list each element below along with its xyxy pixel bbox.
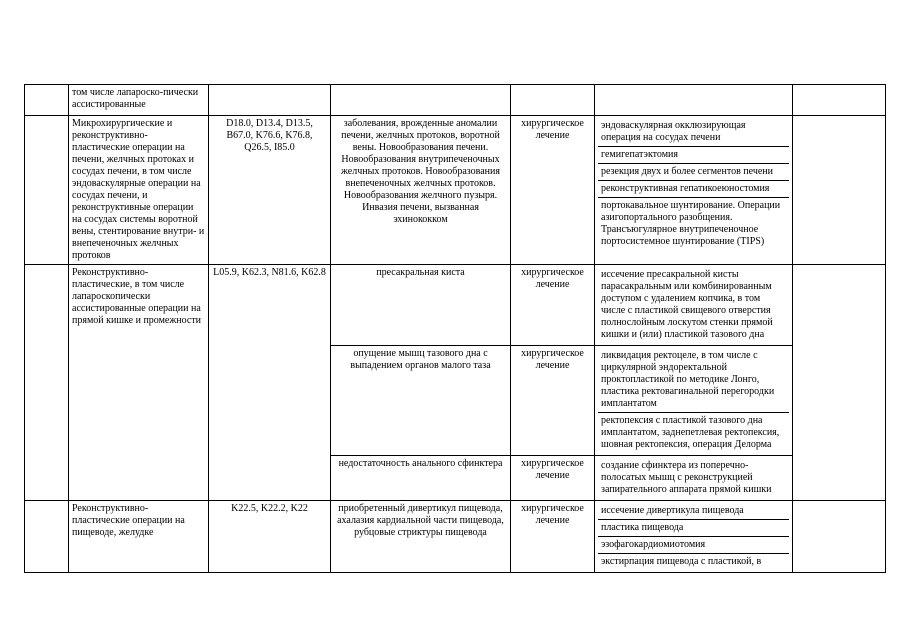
procedure-name-cell: Реконструктивно-пластические операции на пищеводе, желудке	[69, 501, 209, 573]
treatment-methods-cell	[595, 116, 793, 265]
diagnosis-cell: опущение мышц тазового дна с выпадением органов малого таза	[331, 346, 511, 456]
treatment-type-cell: хирургическое лечение	[511, 456, 595, 501]
treatment-methods-cell	[595, 456, 793, 501]
treatment-method-item: иссечение пресакральной кисты парасакральным или комбинированным доступом с удалением копчика, в том числе с пластикой свищевого отверстия полнослойным лоскутом стенки прямой кишки и (или) пластикой тазового дна	[601, 269, 773, 340]
table-body	[25, 85, 886, 573]
extra-cell	[793, 265, 886, 501]
treatment-methods-cell	[595, 346, 793, 456]
treatment-type-cell: хирургическое лечение	[511, 501, 595, 573]
treatment-method-item: создание сфинктера из поперечно-полосатых мышц с реконструкцией запирательного аппарата прямой кишки	[601, 460, 772, 495]
treatment-type-cell	[511, 85, 595, 116]
treatment-method-item: эндоваскулярная окклюзирующая операция на сосудах печени	[598, 118, 789, 147]
icd-codes-cell	[209, 85, 331, 116]
procedure-name-cell: Микрохирургические и реконструктивно-пластические операции на печени, желчных протоках и сосудах печени, в том числе эндоваскулярные операции на сосудах печени, и реконструктивные операции на сосудах системы воротной вены, стентирование внутри- и внепеченочных желчных протоков	[69, 116, 209, 265]
treatment-method-item: ликвидация ректоцеле, в том числе с циркулярной эндоректальной проктопластикой по методике Лонго, пластика ректовагинальной перегородки имплантатом	[598, 348, 789, 413]
extra-cell	[793, 85, 886, 116]
diagnosis-cell: пресакральная киста	[331, 265, 511, 346]
treatment-type-cell: хирургическое лечение	[511, 116, 595, 265]
procedure-name-cell: Реконструктивно-пластические, в том числе лапароскопически ассистированные операции на прямой кишке и промежности	[69, 265, 209, 501]
table-row	[25, 501, 886, 573]
extra-cell	[793, 501, 886, 573]
treatment-type-cell: хирургическое лечение	[511, 346, 595, 456]
treatment-method-item: эзофагокардиомиотомия	[598, 537, 789, 554]
treatment-methods-cell	[595, 501, 793, 573]
row-number-cell	[25, 85, 69, 116]
treatment-methods-cell	[595, 265, 793, 346]
diagnosis-cell: недостаточность анального сфинктера	[331, 456, 511, 501]
treatment-type-cell: хирургическое лечение	[511, 265, 595, 346]
treatment-method-item: экстирпация пищевода с пластикой, в	[601, 556, 762, 567]
icd-codes-cell: L05.9, K62.3, N81.6, K62.8	[209, 265, 331, 501]
treatment-method-item: пластика пищевода	[598, 520, 789, 537]
treatment-methods-cell	[595, 85, 793, 116]
table-row	[25, 265, 886, 346]
icd-codes-cell: D18.0, D13.4, D13.5, B67.0, K76.6, K76.8, Q26.5, I85.0	[209, 116, 331, 265]
document-table	[24, 84, 886, 573]
diagnosis-cell: заболевания, врожденные аномалии печени, желчных протоков, воротной вены. Новообразования печени. Новообразования внутрипеченочных желчных протоков. Новообразования внепеченочных желчных протоков. Новообразования желчного пузыря. Инвазия печени, вызванная эхинококком	[331, 116, 511, 265]
icd-codes-cell: K22.5, K22.2, K22	[209, 501, 331, 573]
row-number-cell	[25, 116, 69, 265]
procedure-name-cell: том числе лапароско-пически ассистированные	[69, 85, 209, 116]
extra-cell	[793, 116, 886, 265]
diagnosis-cell: приобретенный дивертикул пищевода, ахалазия кардиальной части пищевода, рубцовые стриктуры пищевода	[331, 501, 511, 573]
treatment-method-item: иссечение дивертикула пищевода	[598, 503, 789, 520]
treatment-method-item: портокавальное шунтирование. Операции азигопортального разобщения. Трансъюгулярное внутрипеченочное портосистемное шунтирование (TIPS)	[601, 200, 781, 247]
row-number-cell	[25, 265, 69, 501]
table-row	[25, 116, 886, 265]
treatment-method-item: ректопексия с пластикой тазового дна имплантатом, заднепетлевая ректопексия, шовная ректопексия, операция Делорма	[601, 415, 780, 450]
treatment-method-item: реконструктивная гепатикоеюностомия	[598, 181, 789, 198]
table-row	[25, 85, 886, 116]
treatment-method-item: гемигепатэктомия	[598, 147, 789, 164]
row-number-cell	[25, 501, 69, 573]
diagnosis-cell	[331, 85, 511, 116]
treatment-method-item: резекция двух и более сегментов печени	[598, 164, 789, 181]
